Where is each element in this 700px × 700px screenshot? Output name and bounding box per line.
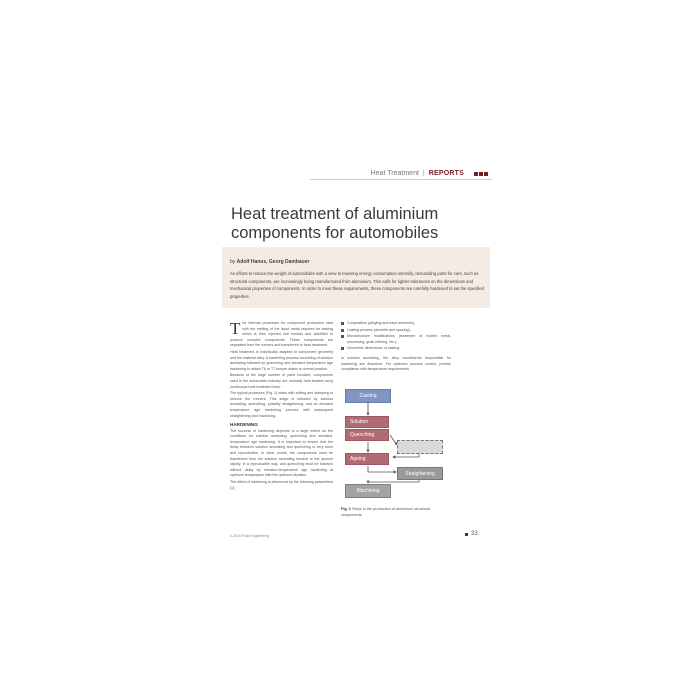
section-header (371, 170, 488, 177)
paragraph: Because of the large number of parts involved, components used in the automobile industry are normally heat treated using continuous heat treatment lines. (230, 373, 333, 389)
drop-cap: T (230, 319, 241, 338)
footer-source: 4-2016 Fluid Engineering (230, 534, 270, 538)
bullet-text: Casting process (dendrite arm spacing), (347, 327, 411, 332)
bullet-square-icon (341, 347, 344, 350)
section-label: REPORTS (428, 170, 464, 177)
header-squares-icon (474, 172, 488, 176)
bullet-square-icon (341, 322, 344, 325)
body-column-1 (230, 321, 333, 492)
header-separator: | (422, 170, 425, 177)
bullet-item (341, 328, 451, 334)
arrow-quench-dashed (390, 435, 397, 445)
subheading: HARDENING (230, 422, 258, 428)
article-title: Heat treatment of aluminium components for automobiles (231, 205, 439, 242)
body-column-2 (341, 321, 451, 374)
paragraph: In solution annealing, the alloy constituents responsible for hardening are dissolved. For optimum process control, precise compliance with temperature requirements (341, 355, 451, 372)
abstract: As efforts to reduce the weight of automobiles with a view to lowering energy consumption intensify, demanding parts for cars, such as structural components, are increasingly being manufactured from aluminium. This calls for tighter tolerances on the dimensions and mechanical properties of components. In order to meet these requirements, these components are carefully hardened to set the specified properties. (230, 271, 484, 299)
figure-caption-text: Steps in the production of aluminium structural components (341, 507, 431, 517)
bullet-item (341, 321, 451, 327)
figure-caption (341, 507, 451, 518)
paragraph: Heat treatment is individually adapted to component geometry and the material alloy. A hardening process consisting of solution annealing followed by quenching and elevated temperature age hardening to obtain T6 or T7 temper status is normal practice. (230, 349, 333, 371)
bullet-text: Microstructure modifications (treatment of molten metal, processing, grain refining, etc.), (347, 334, 451, 344)
page-number (465, 531, 478, 537)
paragraph: The typical procedure (Fig. 1) starts with cutting and stamping to remove the runners. This stage is followed by solution annealing, quenching, possibly straightening, and an elevated temperature age hardening process with subsequent straightening and machining. (230, 391, 333, 418)
header-rule (310, 179, 492, 180)
bullet-square-icon (341, 329, 344, 332)
bullet-square-icon (341, 335, 344, 338)
step-casting: Casting (345, 389, 391, 403)
paragraph: The effect of hardening is influenced by the following parameters [1]: (230, 480, 333, 490)
page-marker-icon (465, 533, 468, 536)
bullet-text: Geometric dimensions of casting. (347, 346, 401, 351)
page-number-text: 33 (471, 531, 478, 537)
section-name: Heat Treatment (370, 170, 419, 177)
byline (230, 259, 309, 265)
step-optional-straightening (397, 440, 443, 454)
figure-label: Fig. 1 (341, 507, 351, 511)
bullet-text: Composition (alloying and trace elements), (347, 321, 416, 325)
step-solution: Solution (345, 416, 389, 428)
paragraph-text: he thermal processes for component production start with the melting of the liquid metal required for casting which is then injected into moulds and solidified to produce complex components. These components are separated from the runners and transferred to heat treatment. (230, 321, 333, 348)
bullet-item (341, 346, 451, 352)
step-straightening: Straightening (397, 467, 443, 480)
process-diagram (341, 383, 451, 503)
step-machining: Machining (345, 484, 391, 498)
byline-authors: Adolf Hanus, Georg Dambauer (236, 259, 310, 265)
arrow-ageing-straightening (368, 466, 396, 472)
byline-prefix: by (230, 259, 236, 265)
paragraph (230, 321, 333, 349)
step-quenching: Quenching (345, 429, 389, 441)
step-ageing: Ageing (345, 453, 389, 465)
bullet-item (341, 334, 451, 345)
paragraph: The success of hardening depends to a large extent on the conditions for solution annealing, quenching and elevated-temperature age hardening. It is important to ensure that the delay between solution annealing and quenching is very short and reproducible. In other words, the components must be transferred from the solution annealing furnace to the quench rapidly, in a reproducible way, and quenching must be followed without delay by elevated-temperature age hardening at optimum temperature with the optimum duration. (230, 428, 333, 478)
